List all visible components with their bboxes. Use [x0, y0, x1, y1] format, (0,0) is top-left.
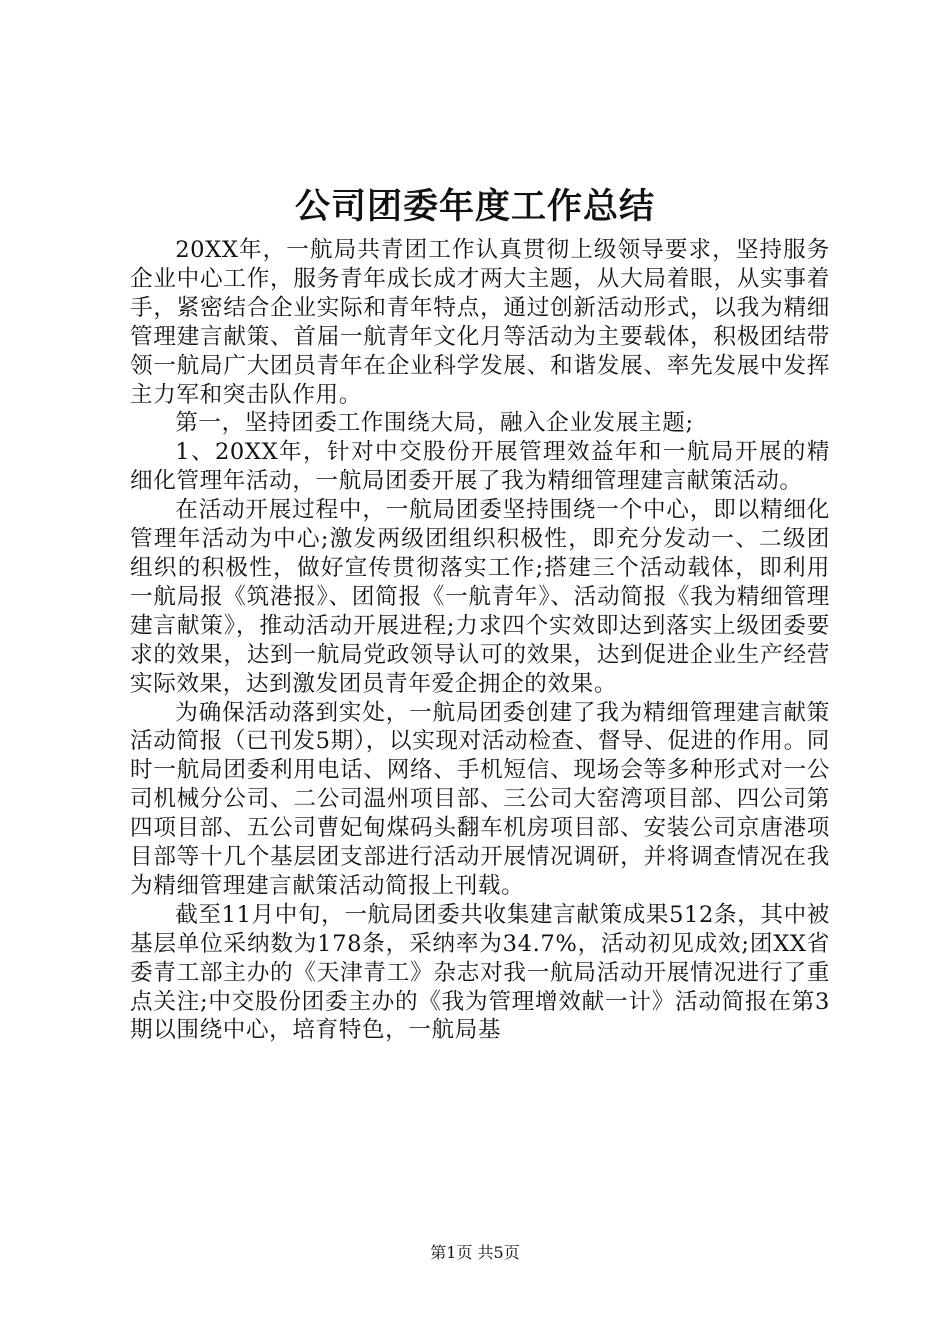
document-body [130, 236, 830, 1045]
paragraph-activity-process: 在活动开展过程中，一航局团委坚持围绕一个中心，即以精细化管理年活动为中心;激发两级团组织积极性，即充分发动一、二级团组织的积极性，做好宣传贯彻落实工作;搭建三个活动载体，即利用一航局报《筑港报》、团简报《一航青年》、活动简报《我为精细管理建言献策》，推动活动开展进程;力求四个实效即达到落实上级团委要求的效果，达到一航局党政领导认可的效果，达到促进企业生产经营实际效果，达到激发团员青年爱企拥企的效果。 [130, 497, 830, 697]
paragraph-results: 截至11月中旬，一航局团委共收集建言献策成果512条，其中被基层单位采纳数为178条，采纳率为34.7%，活动初见成效;团XX省委青工部主办的《天津青工》杂志对我一航局活动开展情况进行了重点关注;中交股份团委主办的《我为管理增效献一计》活动简报在第3期以围绕中心，培育特色，一航局基 [130, 901, 830, 1044]
document-title: 公司团委年度工作总结 [294, 186, 655, 227]
paragraph-section-one: 第一，坚持团委工作围绕大局，融入企业发展主题; [175, 410, 694, 437]
paragraph-item-one: 1、20XX年，针对中交股份开展管理效益年和一航局开展的精细化管理年活动，一航局团委开展了我为精细管理建言献策活动。 [130, 439, 830, 495]
paragraph-activity-implementation: 为确保活动落到实处，一航局团委创建了我为精细管理建言献策活动简报（已刊发5期），以实现对活动检查、督导、促进的作用。同时一航局团委利用电话、网络、手机短信、现场会等多种形式对一公司机械分公司、二公司温州项目部、三公司大窑湾项目部、四公司第四项目部、五公司曹妃甸煤码头翻车机房项目部、安装公司京唐港项目部等十几个基层团支部进行活动开展情况调研，并将调查情况在我为精细管理建言献策活动简报上刊载。 [130, 699, 830, 899]
paragraph-intro: 20XX年，一航局共青团工作认真贯彻上级领导要求，坚持服务企业中心工作，服务青年成长成才两大主题，从大局着眼，从实事着手，紧密结合企业实际和青年特点，通过创新活动形式，以我为精细管理建言献策、首届一航青年文化月等活动为主要载体，积极团结带领一航局广大团员青年在企业科学发展、和谐发展、率先发展中发挥主力军和突击队作用。 [130, 237, 830, 408]
page-number-footer: 第1页 共5页 [430, 1243, 520, 1262]
